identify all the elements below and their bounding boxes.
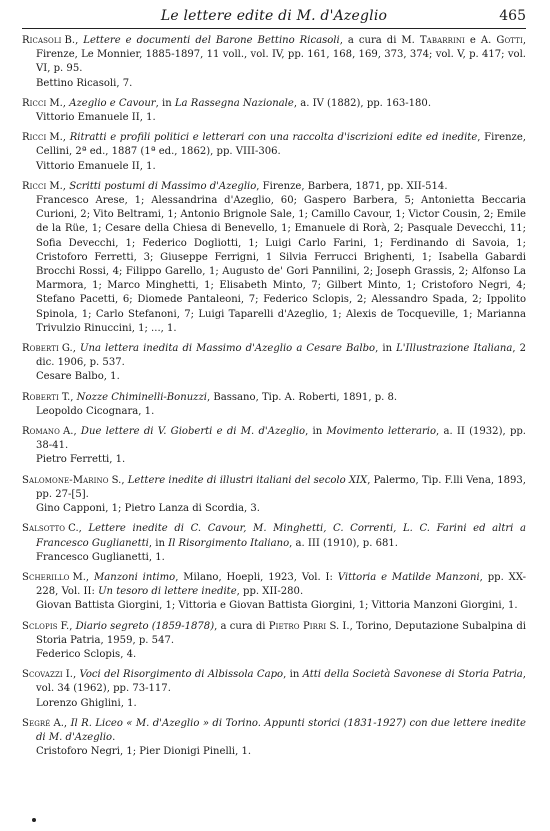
entry-text: , Palermo, Tip. F.lli Vena, 1893, pp. 27-[5]. (36, 474, 526, 500)
bibliography-entry (22, 620, 526, 663)
entry-letter-recipients: Bettino Ricasoli, 7. (36, 77, 133, 89)
entry-title-italic: Il Risorgimento Italiano (168, 537, 290, 549)
entry-title-italic: Diario segreto (1859-1878) (75, 620, 215, 632)
entry-title-italic: Movimento letterario (326, 426, 437, 438)
entry-text: , Firenze, Barbera, 1871, pp. XII-514. (256, 180, 448, 192)
entry-reference (22, 620, 526, 648)
bibliography-entry (22, 668, 526, 711)
entry-title-italic: Voci del Risorgimento di Albissola Capo (79, 669, 284, 681)
bibliography-entry (22, 180, 526, 336)
entry-text: , Bassano, Tip. A. Roberti, 1891, p. 8. (206, 391, 398, 403)
bibliography-entry (22, 425, 526, 468)
entry-reference (22, 131, 526, 159)
entry-author: Segré (22, 717, 51, 729)
page-number: 465 (499, 8, 526, 24)
entry-author: Roberti (22, 391, 59, 403)
entry-editor-name: Gotti (496, 35, 523, 46)
entry-text: , in (155, 97, 175, 109)
entry-text: , Milano, Hoepli, 1923, Vol. I: (175, 571, 338, 583)
entry-text: , 2 dic. 1906, p. 537. (36, 343, 527, 369)
entry-author: Salomone-Marino (22, 474, 109, 486)
entry-letter-recipients: Pietro Ferretti, 1. (36, 454, 126, 466)
entry-author-initial: M., (49, 97, 66, 109)
entry-author: Scherillo (22, 571, 70, 583)
entry-author-initial: A., (63, 426, 77, 438)
bibliography-entry (22, 97, 526, 125)
bibliography-entry (22, 131, 526, 174)
entry-reference (22, 180, 526, 194)
entry-title-italic: Lettere e documenti del Barone Bettino Ricasoli (83, 35, 340, 46)
entry-text: , vol. 34 (1962), pp. 73-117. (36, 669, 526, 695)
entry-title-italic: Azeglio e Cavour (69, 97, 156, 109)
entry-letter-recipients: Cristoforo Negri, 1; Pier Dionigi Pinelli, 1. (36, 746, 252, 758)
entry-text: , a cura di M. (339, 35, 420, 46)
entry-author: Roberti (22, 343, 59, 355)
entry-letter-recipients: Federico Sclopis, 4. (36, 648, 137, 660)
entry-reference (22, 97, 526, 111)
entry-title-italic: L'Illustrazione Italiana (396, 343, 513, 355)
entry-author-initial: G., (61, 343, 76, 355)
entry-text: , Firenze, Cellini, 2ª ed., 1887 (1ª ed., 1862), pp. VIII-306. (36, 132, 526, 158)
entry-letter-recipients: Gino Capponi, 1; Pietro Lanza di Scordia, 3. (36, 503, 260, 515)
entry-title-italic: Ritratti e profili politici e letterari con una raccolta d'iscrizioni edite ed inedite (69, 132, 478, 144)
entry-author: Ricci (22, 97, 47, 109)
entry-editor-name: Tabarrini (419, 35, 465, 46)
bibliography-entry (22, 391, 526, 419)
entry-text: , a cura di (214, 620, 269, 632)
entry-text: , pp. XII-280. (236, 586, 304, 598)
entry-letter-recipients: Giovan Battista Giorgini, 1; Vittoria e Giovan Battista Giorgini, 1; Vittoria Manzoni Giorgini, 1. (36, 600, 518, 612)
entry-letter-recipients: Vittorio Emanuele II, 1. (36, 112, 156, 124)
entry-text: , Firenze, Le Monnier, 1885-1897, 11 voll., vol. IV, pp. 161, 168, 169, 373, 374; vol. V, p. 417; vol. VI, p. 95. (36, 35, 527, 75)
bibliography-entry (22, 571, 526, 614)
bibliography-entry (22, 522, 526, 565)
running-header (22, 2, 526, 29)
entry-text: , pp. XX-228, Vol. II: (36, 571, 527, 598)
entry-author: Ricasoli (22, 35, 62, 46)
entry-author: Sclopis (22, 620, 58, 632)
entry-letter-recipients: Francesco Arese, 1; Alessandrina d'Azeglio, 60; Gaspero Barbera, 5; Antonietta Beccaria Curioni, 2; Vito Beltrami, 1; Antonio Brignole Sale, 1; Camillo Cavour, 1; Victor Cousin, 2; Emile de la Rüe, 1; Cesare della Chiesa di Benevello, 1; Emanuele di Rorà, 2; Pasquale Devecchi, 11; Sofia Devecchi, 1; Federico Dogliotti, 1; Luigi Carlo Farini, 1; Ferdinando di Savoia, 1; Cristoforo Ferretti, 3; Giuseppe Ferrigni, 1 Silvia Ferrucci Brighenti, 1; Isabella Gabardi Brocchi Rossi, 4; Filippo Garello, 1; Augusto de' Gori Pannilini, 2; Joseph Grassis, 2; Alfonso La Marmora, 1; Marco Minghetti, 1; Elisabeth Minto, 7; Gilbert Minto, 1; Cristoforo Negri, 4; Stefano Pacetti, 6; Diomede Pantaleoni, 7; Federico Sclopis, 2; Alessandro Spada, 2; Ippolito Spinola, 1; Carlo Stefanoni, 7; Luigi Taparelli d'Azeglio, 1; Alexis de Tocqueville, 1; Marianna Trivulzio Rinuccini, 1; ..., 1. (36, 195, 526, 334)
bibliography-entry (22, 474, 526, 517)
entry-text: , a. II (1932), pp. 38-41. (36, 426, 527, 452)
entry-title-italic: Lettere inedite di C. Cavour, M. Minghetti, C. Correnti, L. C. Farini ed altri a Francesco Guglianetti (36, 523, 526, 549)
entry-author-initial: M., (49, 180, 66, 192)
entry-letter-recipients: Vittorio Emanuele II, 1. (36, 160, 156, 172)
bibliography-entry (22, 717, 526, 760)
entry-text: , in (305, 426, 327, 438)
entry-reference (22, 391, 526, 405)
entry-title-italic: Un tesoro di lettere inedite (98, 586, 237, 598)
entry-title-italic: La Rassegna Nazionale (174, 97, 294, 109)
entry-editor-name: Pietro Pirri (268, 620, 327, 632)
running-title: Le lettere edite di M. d'Azeglio (160, 8, 388, 24)
entry-author-initial: A., (53, 717, 68, 729)
entry-title-italic: Scritti postumi di Massimo d'Azeglio (69, 180, 257, 192)
entry-author-initial: C., (68, 523, 82, 535)
entry-title-italic: Una lettera inedita di Massimo d'Azeglio a Cesare Balbo (80, 343, 376, 355)
entry-letter-recipients: Leopoldo Cicognara, 1. (36, 405, 155, 417)
entry-text: , a. III (1910), p. 681. (289, 537, 398, 549)
entry-author: Romano (22, 426, 60, 438)
entry-author-initial: S., (111, 474, 125, 486)
entry-author-initial: I., (65, 669, 77, 681)
entry-reference (22, 425, 526, 453)
entry-author-initial: F., (60, 620, 73, 632)
entry-author-initial: M., (72, 571, 90, 583)
bibliography-entry (22, 34, 526, 91)
entry-title-italic: Nozze Chiminelli-Bonuzzi (76, 391, 207, 403)
entry-reference (22, 474, 526, 502)
entry-reference (22, 571, 526, 599)
bibliography-list (22, 34, 526, 765)
page-dot-mark (32, 818, 36, 822)
entry-text: S. I., Torino, Deputazione Subalpina di Storia Patria, 1959, p. 547. (36, 620, 526, 646)
entry-title-italic: Manzoni intimo (94, 571, 176, 583)
entry-text: , in (283, 669, 303, 681)
entry-text: , in (375, 343, 397, 355)
entry-reference (22, 668, 526, 696)
entry-reference (22, 34, 526, 77)
entry-author: Ricci (22, 180, 47, 192)
entry-reference (22, 717, 526, 745)
entry-title-italic: Il R. Liceo « M. d'Azeglio » di Torino. Appunti storici (1831-1927) con due lettere inedite di M. d'Azeglio (36, 717, 526, 743)
entry-author-initial: M., (49, 132, 66, 144)
entry-title-italic: Atti della Società Savonese di Storia Patria (302, 669, 523, 681)
entry-reference (22, 522, 526, 550)
entry-author: Salsotto (22, 523, 66, 535)
entry-letter-recipients: Cesare Balbo, 1. (36, 371, 120, 383)
entry-author: Ricci (22, 132, 47, 144)
entry-text: e A. (464, 35, 497, 46)
entry-letter-recipients: Francesco Guglianetti, 1. (36, 551, 165, 563)
entry-author: Scovazzi (22, 669, 63, 681)
entry-letter-recipients: Lorenzo Ghiglini, 1. (36, 697, 137, 709)
entry-text: , a. IV (1882), pp. 163-180. (293, 97, 432, 109)
entry-text: . (112, 731, 116, 743)
bibliography-entry (22, 342, 526, 385)
entry-title-italic: Due lettere di V. Gioberti e di M. d'Azeglio (80, 426, 306, 438)
entry-reference (22, 342, 526, 370)
entry-text: , in (148, 537, 169, 549)
entry-author-initial: B., (64, 35, 79, 46)
entry-author-initial: T., (61, 391, 74, 403)
entry-title-italic: Vittoria e Matilde Manzoni (337, 571, 480, 583)
entry-title-italic: Lettere inedite di illustri italiani del secolo XIX (127, 474, 368, 486)
